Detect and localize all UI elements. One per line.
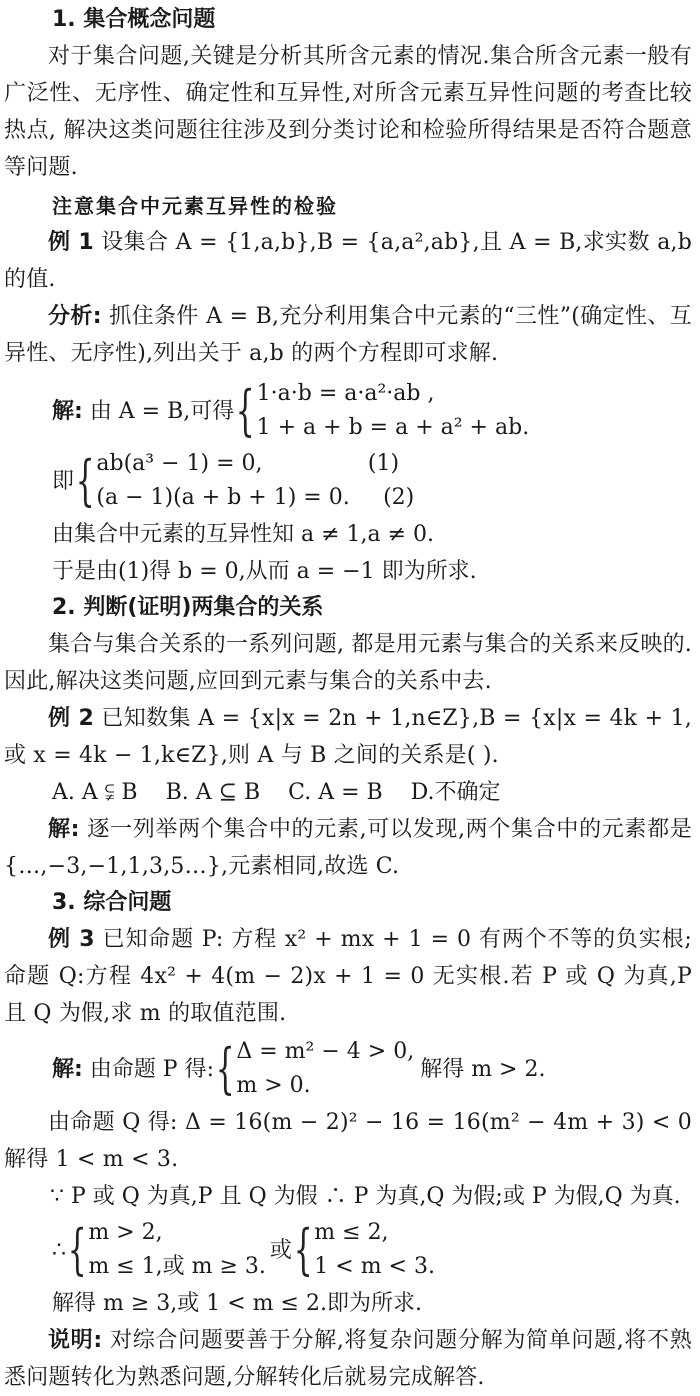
equation-2a-text: ab(a³ − 1) = 0, [96,451,263,476]
or-label: 或 [269,1237,292,1263]
line-because: ∵ P 或 Q 为真,P 且 Q 为假 ∴ P 为真,Q 为假;或 P 为假,Q 为真. [50,1184,681,1209]
example-3 [4,921,692,1032]
example-3-text: 已知命题 P: 方程 x² + mx + 1 = 0 有两个不等的负实根;命题 Q:方程 4x² + 4(m − 2)x + 1 = 0 无实根.若 P 或 Q 为真,P 且 Q 为假,求 m 的取值范围. [4,927,692,1026]
equation-5a: m ≤ 2, [314,1220,389,1245]
example-2-options: A. A ⫋ B B. A ⊆ B C. A = B D.不确定 [52,780,501,805]
left-brace-icon: { [75,449,95,512]
equation-3a: Δ = m² − 4 > 0, [236,1039,415,1064]
solution-3-cases [52,1215,692,1285]
equation-4a: m > 2, [88,1220,163,1245]
equation-system-5 [292,1215,435,1285]
left-brace-icon: { [236,379,255,442]
analysis-label: 分析: [48,304,102,329]
section-1-paragraph: 对于集合问题,关键是分析其所含元素的情况.集合所含元素一般有广泛性、无序性、确定性和互异性,对所含元素互异性问题的考查比较热点, 解决这类问题往往涉及到分类讨论和检验所得结果是否符合题意等问题. [4,44,692,180]
example-3-label: 例 3 [48,927,95,952]
analysis [4,298,692,372]
equation-2a [96,447,433,481]
equation-system-3 [214,1034,414,1104]
solution-1-simplified [52,446,692,516]
section-1-title: 1. 集合概念问题 [52,7,216,32]
ji-label: 即 [52,468,75,494]
solution-2-text: 逐一列举两个集合中的元素,可以发现,两个集合中的元素都是{…,−3,−1,1,3,5…},元素相同,故选 C. [4,817,692,879]
equation-system-4 [66,1215,266,1285]
solution-2 [4,811,692,885]
equation-1b: 1 + a + b = a + a² + ab. [256,415,530,440]
equation-2b-text: (a − 1)(a + b + 1) = 0. [96,485,350,510]
note [4,1322,692,1396]
therefore-symbol: ∴ [52,1237,66,1263]
solution-1-label: 解: [52,398,83,424]
note-text: 对综合问题要善于分解,将复杂问题分解为简单问题,将不熟悉问题转化为熟悉问题,分解转化后就易完成解答. [4,1328,693,1390]
example-2-label: 例 2 [48,706,94,731]
line-distinct: 由集合中元素的互异性知 a ≠ 1,a ≠ 0. [52,522,435,547]
line-q: 由命题 Q 得: Δ = 16(m − 2)² − 16 = 16(m² − 4m + 3) < 0 解得 1 < m < 3. [4,1110,692,1172]
tag-1: (1) [367,451,400,476]
subheading-distinctness: 注意集合中元素互异性的检验 [52,194,338,218]
section-3-title: 3. 综合问题 [52,890,172,915]
note-label: 说明: [48,1328,103,1353]
equation-5b: 1 < m < 3. [314,1254,435,1279]
example-2 [4,700,692,774]
solution-3-p [52,1034,692,1104]
example-2-text: 已知数集 A = {x|x = 2n + 1,n∈Z},B = {x|x = 4k + 1,或 x = 4k − 1,k∈Z},则 A 与 B 之间的关系是( ). [4,706,692,768]
line-answer-1: 于是由(1)得 b = 0,从而 a = −1 即为所求. [52,559,477,584]
equation-2b [96,481,433,515]
solution-3-label: 解: [52,1056,83,1082]
solution-1-system [52,376,692,446]
example-1-label: 例 1 [48,230,94,255]
equation-system-1 [234,376,529,446]
example-1 [4,224,692,298]
left-brace-icon: { [293,1218,313,1281]
equation-1a: 1·a·b = a·a²·ab , [256,381,435,406]
left-brace-icon: { [67,1218,87,1281]
left-brace-icon: { [215,1037,235,1100]
line-result-3: 解得 m ≥ 3,或 1 < m ≤ 2.即为所求. [52,1291,422,1316]
tag-2: (2) [383,485,415,510]
equation-system-2 [74,446,434,516]
analysis-text: 抓住条件 A = B,充分利用集合中元素的“三性”(确定性、互异性、无序性),列出关于 a,b 的两个方程即可求解. [4,304,692,366]
equation-3b: m > 0. [236,1073,311,1098]
solution-1-prefix: 由 A = B,可得 [89,398,235,424]
example-1-text: 设集合 A = {1,a,b},B = {a,a²,ab},且 A = B,求实数 a,b 的值. [4,230,692,292]
solution-2-label: 解: [48,817,80,842]
solution-3-prefix: 由命题 P 得: [89,1056,215,1082]
section-2-paragraph: 集合与集合关系的一系列问题, 都是用元素与集合的关系来反映的.因此,解决这类问题,应回到元素与集合的关系中去. [4,632,692,694]
section-2-title: 2. 判断(证明)两集合的关系 [52,595,324,620]
solution-3-suffix: 解得 m > 2. [420,1056,546,1082]
equation-4b: m ≤ 1,或 m ≥ 3. [88,1254,266,1279]
